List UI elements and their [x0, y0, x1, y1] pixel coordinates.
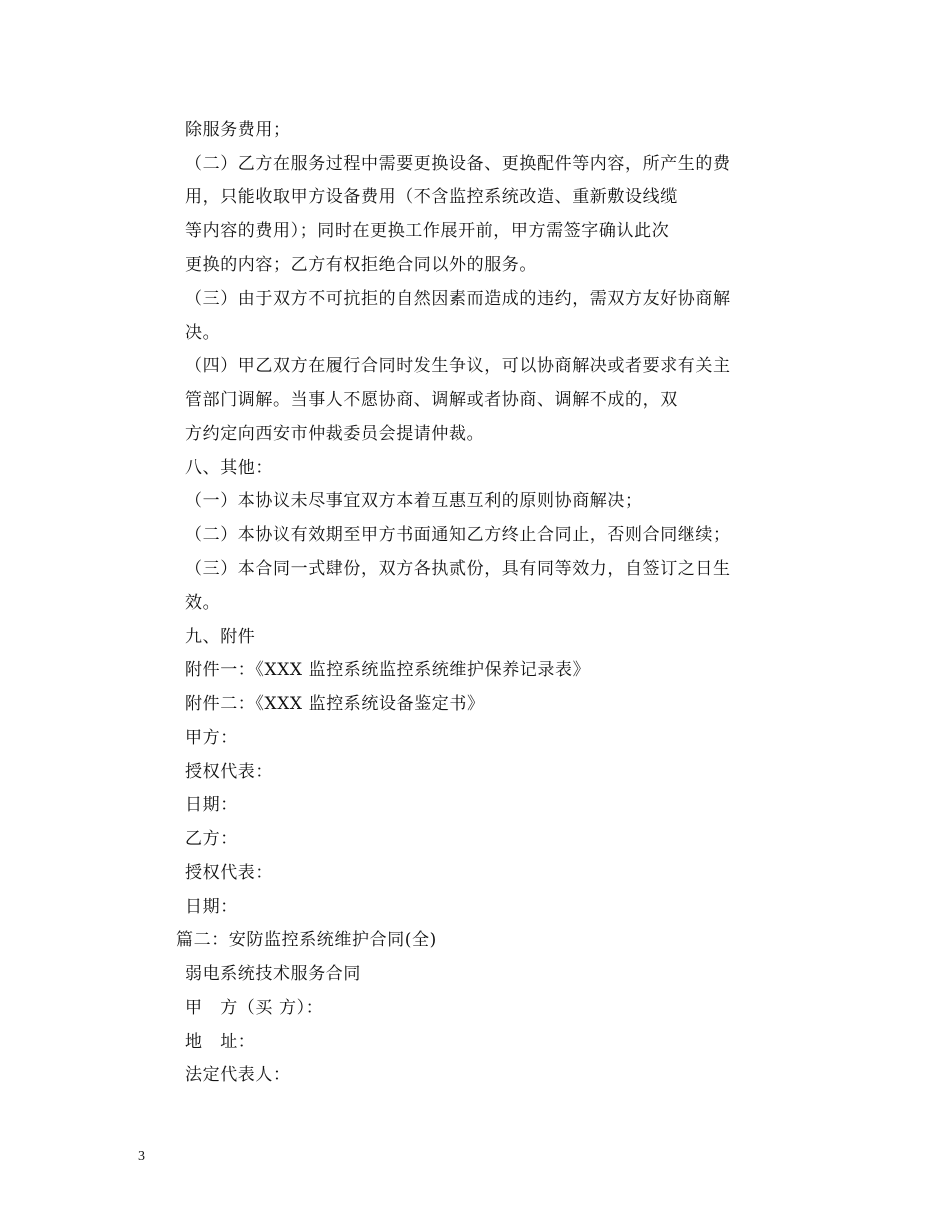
text-line: 决。	[185, 323, 221, 343]
attachment-line: 附件二：《XXX 监控系统设备鉴定书》	[185, 694, 485, 714]
text-line: 更换的内容；乙方有权拒绝合同以外的服务。	[185, 255, 537, 275]
date-label: 日期：	[185, 795, 238, 815]
legal-representative-field: 法定代表人：	[185, 1065, 291, 1085]
section-heading: 八、其他：	[185, 458, 273, 478]
chapter-heading: 篇二：安防监控系统维护合同(全)	[176, 930, 437, 950]
party-b-label: 乙方：	[185, 829, 238, 849]
date-label: 日期：	[185, 897, 238, 917]
page-number: 3	[138, 1149, 145, 1164]
text-line: 方约定向西安市仲裁委员会提请仲裁。	[185, 424, 485, 444]
text-line: （四）甲乙双方在履行合同时发生争议，可以协商解决或者要求有关主	[185, 356, 731, 376]
party-a-label: 甲方：	[185, 728, 238, 748]
text-line: 用，只能收取甲方设备费用（不含监控系统改造、重新敷设线缆	[185, 187, 678, 207]
attachment-line: 附件一：《XXX 监控系统监控系统维护保养记录表》	[185, 660, 591, 680]
text-line: 管部门调解。当事人不愿协商、调解或者协商、调解不成的，双	[185, 390, 678, 410]
text-line: 除服务费用；	[185, 120, 291, 140]
text-line: 等内容的费用）；同时在更换工作展开前，甲方需签字确认此次	[185, 221, 670, 241]
section-heading: 九、附件	[185, 627, 256, 647]
text-line: （三）由于双方不可抗拒的自然因素而造成的违约，需双方友好协商解	[185, 289, 731, 309]
representative-label: 授权代表：	[185, 762, 273, 782]
party-a-field: 甲 方（买 方）：	[185, 998, 324, 1018]
text-line: （二）乙方在服务过程中需要更换设备、更换配件等内容，所产生的费	[185, 154, 731, 174]
address-field: 地 址：	[185, 1032, 256, 1052]
text-line: （二）本协议有效期至甲方书面通知乙方终止合同止，否则合同继续；	[185, 525, 731, 545]
representative-label: 授权代表：	[185, 863, 273, 883]
text-line: （三）本合同一式肆份，双方各执贰份，具有同等效力，自签订之日生	[185, 559, 731, 579]
text-line: 效。	[185, 593, 221, 613]
text-line: （一）本协议未尽事宜双方本着互惠互利的原则协商解决；	[185, 491, 643, 511]
contract-title: 弱电系统技术服务合同	[185, 964, 361, 984]
